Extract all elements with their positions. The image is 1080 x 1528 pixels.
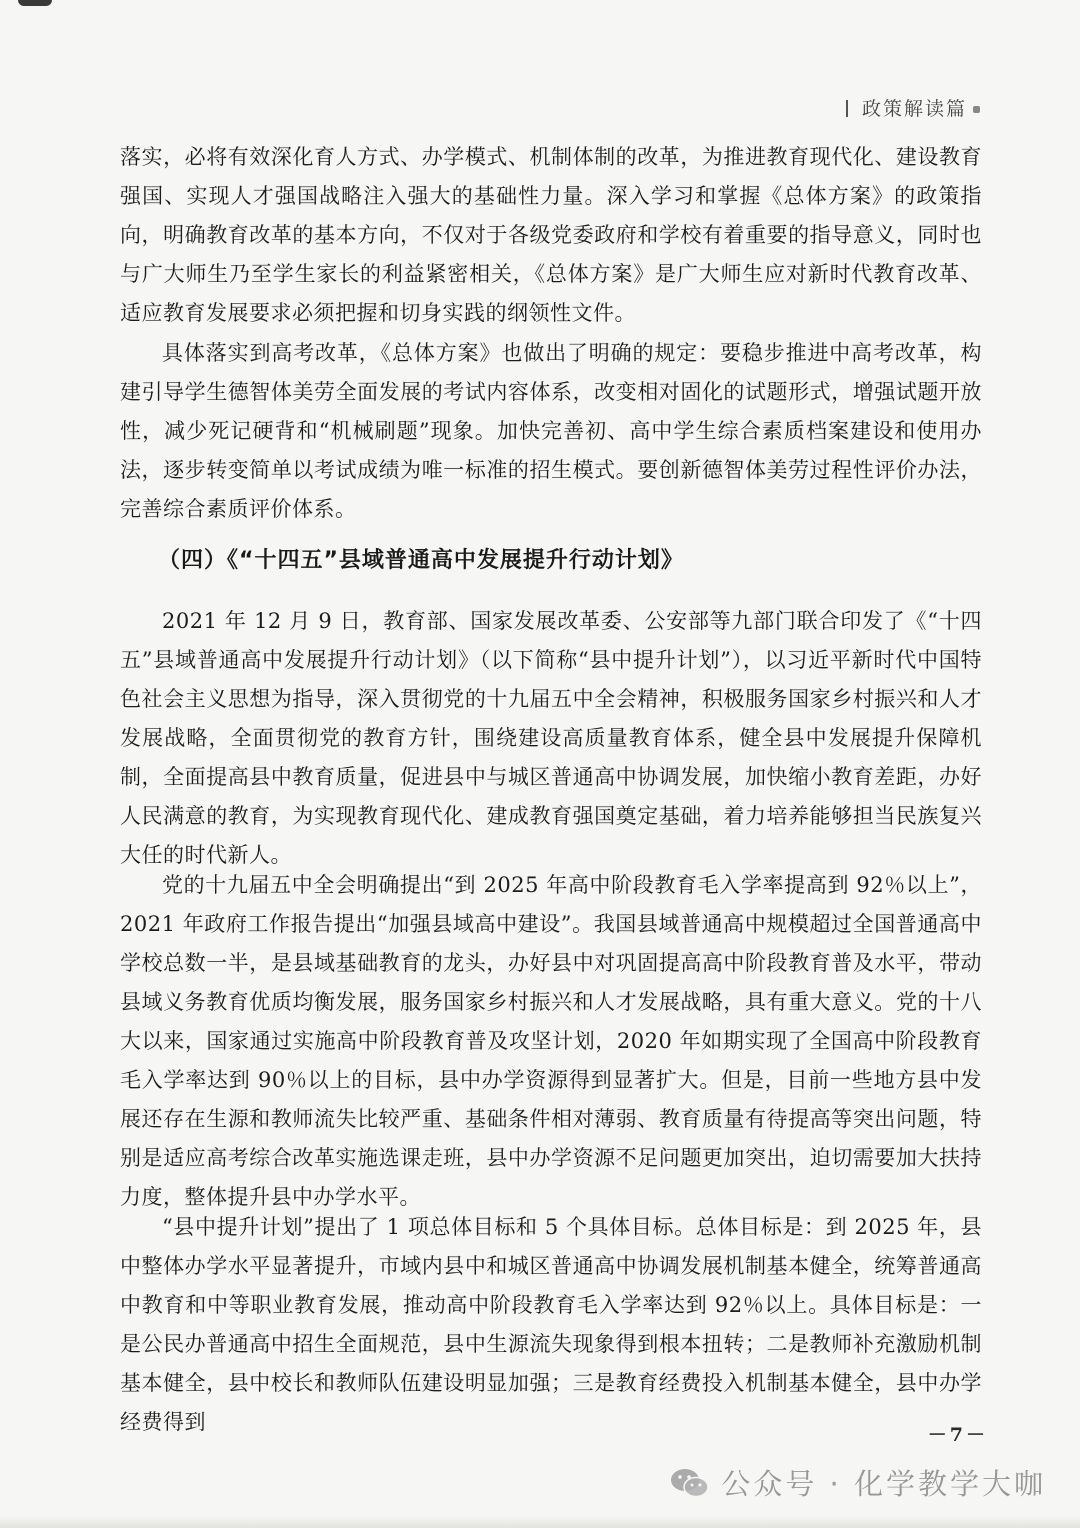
header-section-title: 政策解读篇	[861, 98, 967, 120]
wechat-icon	[669, 1466, 711, 1500]
paragraph-3: 2021 年 12 月 9 日，教育部、国家发展改革委、公安部等九部门联合印发了《“十四五”县域普通高中发展提升行动计划》（以下简称“县中提升计划”），以习近平新时代中国特色社会主义思想为指导，深入贯彻党的十九届五中全会精神，积极服务国家乡村振兴和人才发展战略，全面贯彻党的教育方针，围绕建设高质量教育体系，健全县中发展提升保障机制，全面提高县中教育质量，促进县中与城区普通高中协调发展，加快缩小教育差距，办好人民满意的教育，为实现教育现代化、建成教育强国奠定基础，着力培养能够担当民族复兴大任的时代新人。	[120, 609, 982, 867]
paragraph-5: “县中提升计划”提出了 1 项总体目标和 5 个具体目标。总体目标是：到 2025 年，县中整体办学水平显著提升，市域内县中和城区普通高中协调发展机制基本健全，统筹普通高中教育和中等职业教育发展，推动高中阶段教育毛入学率达到 92％以上。具体目标是：一是公民办普通高中招生全面规范，县中生源流失现象得到根本扭转；二是教师补充激励机制基本健全，县中校长和教师队伍建设明显加强；三是教育经费投入机制基本健全，县中办学经费得到	[120, 1215, 982, 1434]
page-number: －7－	[927, 1424, 988, 1446]
paragraph-2: 具体落实到高考改革，《总体方案》也做出了明确的规定：要稳步推进中高考改革，构建引导学生德智体美劳全面发展的考试内容体系，改变相对固化的试题形式，增强试题开放性，减少死记硬背和“机械刷题”现象。加快完善初、高中学生综合素质档案建设和使用办法，逐步转变简单以考试成绩为唯一标准的招生模式。要创新德智体美劳过程性评价办法，完善综合素质评价体系。	[120, 341, 982, 521]
header-dot-icon	[973, 106, 980, 113]
paragraph-4: 党的十九届五中全会明确提出“到 2025 年高中阶段教育毛入学率提高到 92％以上”，2021 年政府工作报告提出“加强县域高中建设”。我国县域普通高中规模超过全国普通高中学校总数一半，是县域基础教育的龙头，办好县中对巩固提高高中阶段教育普及水平，带动县域义务教育优质均衡发展，服务国家乡村振兴和人才发展战略，具有重大意义。党的十八大以来，国家通过实施高中阶段教育普及攻坚计划，2020 年如期实现了全国高中阶段教育毛入学率达到 90％以上的目标，县中办学资源得到显著扩大。但是，目前一些地方县中发展还存在生源和教师流失比较严重、基础条件相对薄弱、教育质量有待提高等突出问题，特别是适应高考综合改革实施选课走班，县中办学资源不足问题更加突出，迫切需要加大扶持力度，整体提升县中办学水平。	[120, 873, 982, 1209]
scan-bottom-edge	[0, 1516, 1080, 1528]
paragraph-1: 落实，必将有效深化育人方式、办学模式、机制体制的改革，为推进教育现代化、建设教育强国、实现人才强国战略注入强大的基础性力量。深入学习和掌握《总体方案》的政策指向，明确教育改革的基本方向，不仅对于各级党委政府和学校有着重要的指导意义，同时也与广大师生乃至学生家长的利益紧密相关，《总体方案》是广大师生应对新时代教育改革、适应教育发展要求必须把握和切身实践的纲领性文件。	[120, 145, 982, 325]
header-bar-icon	[846, 100, 848, 117]
scan-corner-mark	[18, 0, 52, 6]
section-heading: （四）《“十四五”县域普通高中发展提升行动计划》	[158, 548, 684, 573]
running-header	[846, 94, 980, 121]
watermark	[669, 1462, 1046, 1503]
watermark-text: 公众号 · 化学教学大咖	[721, 1467, 1046, 1501]
